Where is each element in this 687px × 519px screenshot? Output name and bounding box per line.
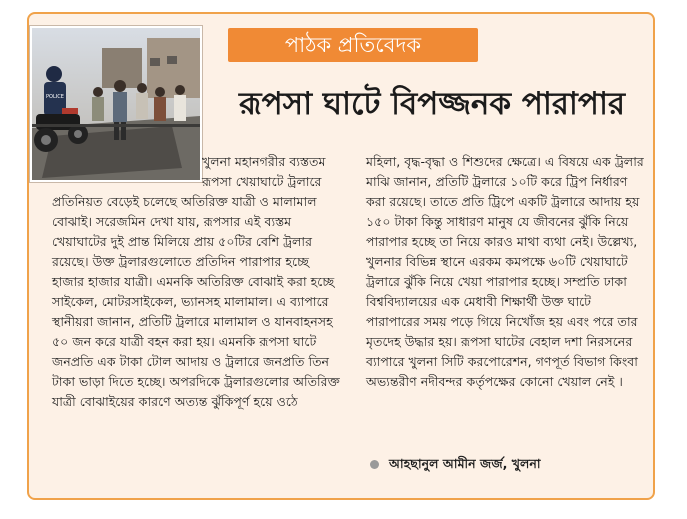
byline-text: আহছানুল আমীন জর্জ, খুলনা <box>389 456 541 471</box>
byline <box>370 456 541 476</box>
bullet-icon <box>370 460 379 469</box>
article-text-right: মহিলা, বৃদ্ধ-বৃদ্ধা ও শিশুদের ক্ষেত্রে। এ বিষয়ে এক ট্রলার মাঝি জানান, প্রতিটি ট্রলারে ১০টি করে ট্রিপ নির্ধারণ করা রয়েছে। তাতে প্রতি ট্রিপে একটি ট্রলারে আদায় হয় ১৫০ টাকা কিন্তু সাধারণ মানুষ যে জীবনের ঝুঁকি নিয়ে পারাপার হচ্ছে তা নিয়ে কারও মাথা ব্যথা নেই। উল্লেখ্য, খুলনার বিভিন্ন স্থানে এরকম কমপক্ষে ৬০টি খেয়াঘাটে ট্রলারে ঝুঁকি নিয়ে খেয়া পারাপার হচ্ছে। সম্প্রতি ঢাকা বিশ্ববিদ্যালয়ের এক মেধাবী শিক্ষার্থী উক্ত ঘাটে পারাপারের সময় পড়ে গিয়ে নিখোঁজ হয় এবং পরে তার মৃতদেহ উদ্ধার হয়। রূপসা ঘাটের বেহাল দশা নিরসনের ব্যাপারে খুলনা সিটি করপোরেশন, গণপূর্ত বিভাগ কিংবা অভ্যন্তরীণ নদীবন্দর কর্তৃপক্ষের কোনো খেয়াল নেই । <box>366 154 644 389</box>
article-column-left <box>52 152 342 412</box>
police-label: POLICE <box>46 94 64 100</box>
section-banner: পাঠক প্রতিবেদক <box>228 28 478 62</box>
article-column-right <box>366 152 648 392</box>
photo-wrap-spacer <box>52 152 202 192</box>
headline: রূপসা ঘাটে বিপজ্জনক পারাপার <box>239 86 625 122</box>
article-text-left: খুলনা মহানগরীর ব্যস্ততম রূপসা খেয়াঘাটে ট্রলারে প্রতিনিয়ত বেড়েই চলেছে অতিরিক্ত যাত্রী ও মালামাল বোঝাই। সরেজমিন দেখা যায়, রূপসার এই ব্যস্তম খেয়াঘাটের দুই প্রান্ত মিলিয়ে প্রায় ৫০টির বেশি ট্রলার রয়েছে। উক্ত ট্রলারগুলোতে প্রতিদিন পারাপার হচ্ছে হাজার হাজার যাত্রী। এমনকি অতিরিক্ত বোঝাই করা হচ্ছে সাইকেল, মোটরসাইকেল, ভ্যানসহ মালামাল। এ ব্যাপারে স্থানীয়রা জানান, প্রতিটি ট্রলারে মালামাল ও যানবাহনসহ ৫০ জন করে যাত্রী বহন করা হয়। এমনকি রূপসা ঘাটে জনপ্রতি এক টাকা টোল আদায় ও ট্রলারে জনপ্রতি তিন টাকা ভাড়া দিতে হচ্ছে। অপরদিকে ট্রলারগুলোর অতিরিক্ত যাত্রী বোঝাইয়ের কারণে অত্যন্ত ঝুঁকিপূর্ণ হয়ে ওঠে <box>52 154 340 409</box>
